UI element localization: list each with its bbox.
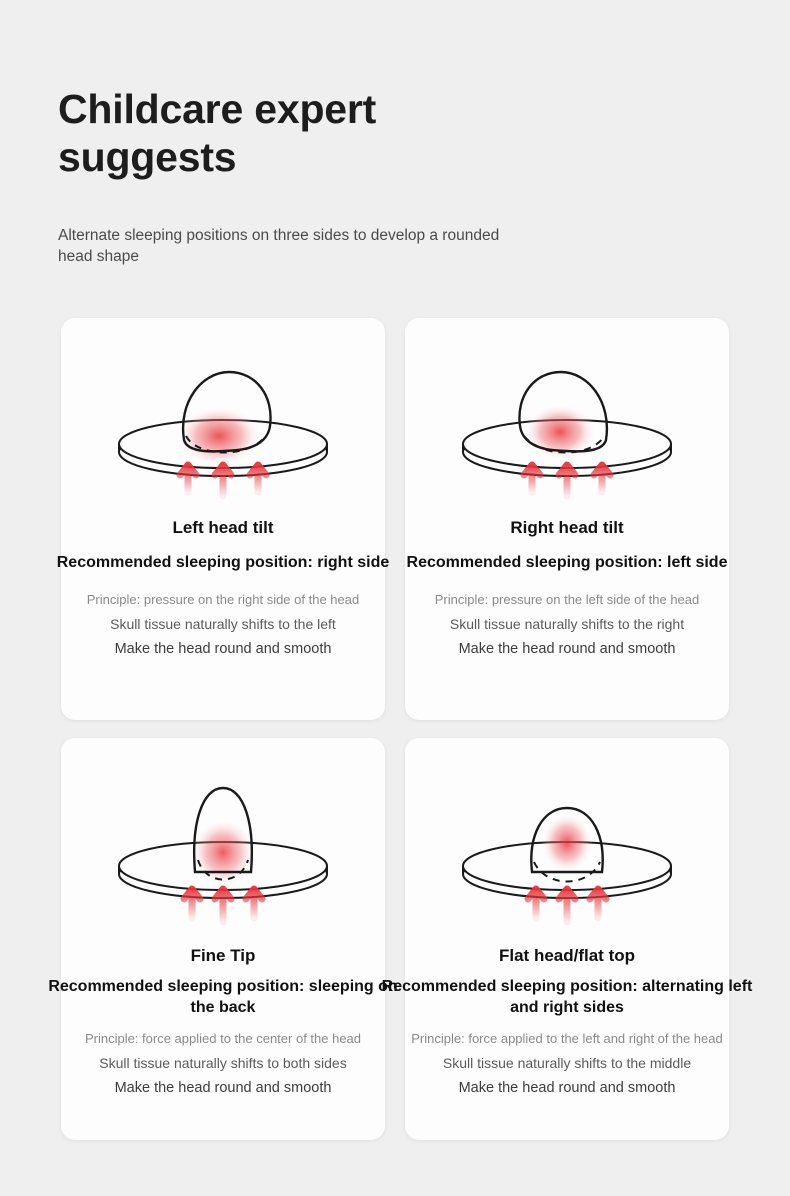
head-tilt-right-icon [442,344,692,514]
card-recommendation: Recommended sleeping position: sleeping on the back [48,978,398,1016]
flat-head-icon [442,764,692,942]
card-details [43,1026,403,1101]
card-title: Fine Tip [190,946,256,965]
card-title: Right head tilt [510,518,624,537]
head-tilt-left-icon [98,344,348,514]
card-principle: Principle: force applied to the center of the head [84,1031,362,1046]
card-result: Make the head round and smooth [458,1080,676,1096]
page-title: Childcare expert suggests [58,86,377,180]
card-shift: Skull tissue naturally shifts to the right [449,616,685,632]
pointed-head-icon [98,764,348,942]
card-details [387,1026,747,1101]
header [0,0,790,267]
card-principle: Principle: pressure on the right side of the head [86,592,360,607]
card-recommendation: Recommended sleeping position: left side [406,554,728,571]
card-principle: Principle: force applied to the left and right of the head [411,1031,723,1046]
card-shift: Skull tissue naturally shifts to both sides [99,1055,347,1071]
card-shift: Skull tissue naturally shifts to the middle [442,1055,692,1071]
card-flat-head [381,738,753,1140]
card-shift: Skull tissue naturally shifts to the left [110,616,336,632]
card-right-head-tilt [405,318,729,720]
card-title: Flat head/flat top [499,946,635,965]
card-recommendation: Recommended sleeping position: alternating left and right sides [381,978,753,1016]
card-left-head-tilt [56,318,390,720]
card-principle: Principle: pressure on the left side of the head [434,592,700,607]
card-recommendation: Recommended sleeping position: right side [56,554,390,571]
card-result: Make the head round and smooth [114,1080,332,1096]
card-grid [48,318,753,1140]
card-details [387,587,747,662]
card-title: Left head tilt [172,518,274,537]
page-subtitle: Alternate sleeping positions on three sides to develop a rounded head shape [58,227,500,265]
card-fine-tip [48,738,398,1140]
card-details [43,587,403,662]
card-result: Make the head round and smooth [114,641,332,657]
card-result: Make the head round and smooth [458,641,676,657]
